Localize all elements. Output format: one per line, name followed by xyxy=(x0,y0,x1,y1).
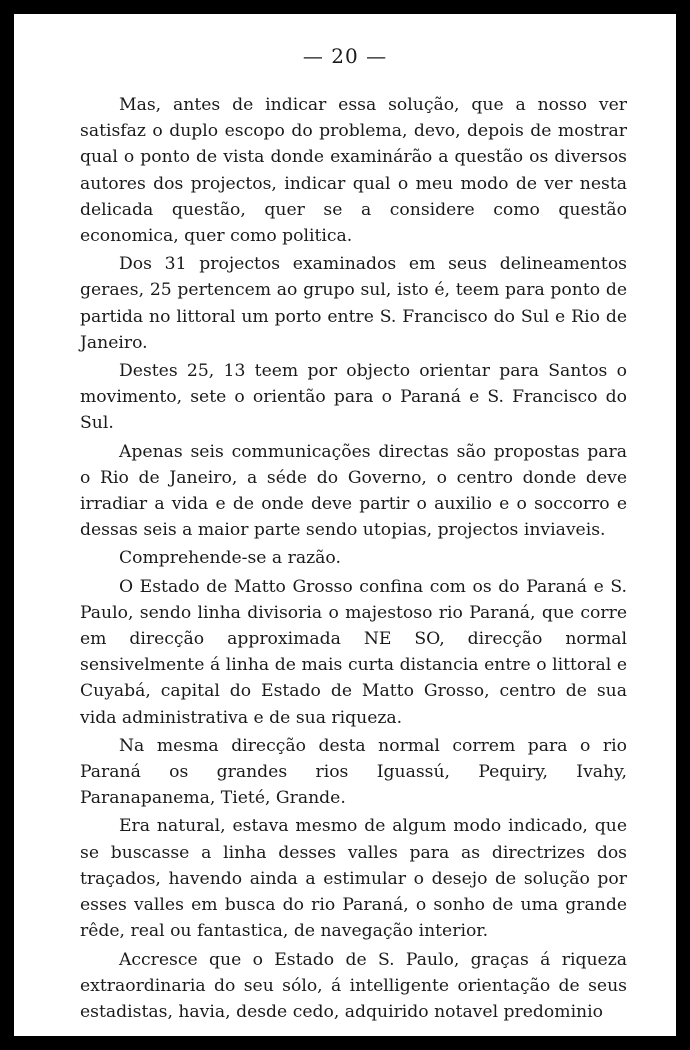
page-number: — 20 — xyxy=(302,44,388,68)
paragraph: Destes 25, 13 teem por objecto orientar para Santos o movimento, sete o orientão para o Paraná e S. Francisco do Sul. xyxy=(80,361,627,434)
paragraph: Mas, antes de indicar essa solução, que a nosso ver satisfaz o duplo escopo do problema, devo, depois de mostrar qual o ponto de vista donde examinárão a questão os diversos autores dos projectos, indicar qual o meu modo de ver nesta delicada questão, quer se a considere como questão economica, quer como politica. xyxy=(80,95,627,247)
paragraph: O Estado de Matto Grosso confina com os do Paraná e S. Paulo, sendo linha divisoria o majestoso rio Paraná, que corre em direcção approximada NE SO, direcção normal sensivelmente á linha de mais curta distancia entre o littoral e Cuyabá, capital do Estado de Matto Grosso, centro de sua vida administrativa e de sua riqueza. xyxy=(80,576,627,728)
paragraph: Apenas seis communicações directas são propostas para o Rio de Janeiro, a séde do Governo, o centro donde deve irradiar a vida e de onde deve partir o auxilio e o soccorro e dessas seis a maior parte sendo utopias, projectos inviaveis. xyxy=(80,441,627,541)
book-page xyxy=(14,14,676,1036)
paragraph: Accresce que o Estado de S. Paulo, graças á riqueza extraordinaria do seu sólo, á intelligente orientação de seus estadistas, havia, desde cedo, adquirido notavel predominio xyxy=(80,949,627,1022)
paragraph: Comprehende-se a razão. xyxy=(119,548,341,569)
page-body-text xyxy=(80,92,627,1025)
paragraph: Dos 31 projectos examinados em seus delineamentos geraes, 25 pertencem ao grupo sul, isto é, teem para ponto de partida no littoral um porto entre S. Francisco do Sul e Rio de Janeiro. xyxy=(80,254,627,353)
paragraph: Na mesma direcção desta normal correm para o rio Paraná os grandes rios Iguassú, Pequiry, Ivahy, Paranapanema, Tieté, Grande. xyxy=(80,735,627,809)
paragraph: Era natural, estava mesmo de algum modo indicado, que se buscasse a linha desses valles para as directrizes dos traçados, havendo ainda a estimular o desejo de solução por esses valles em busca do rio Paraná, o sonho de uma grande rêde, real ou fantastica, de navegação interior. xyxy=(80,816,627,942)
